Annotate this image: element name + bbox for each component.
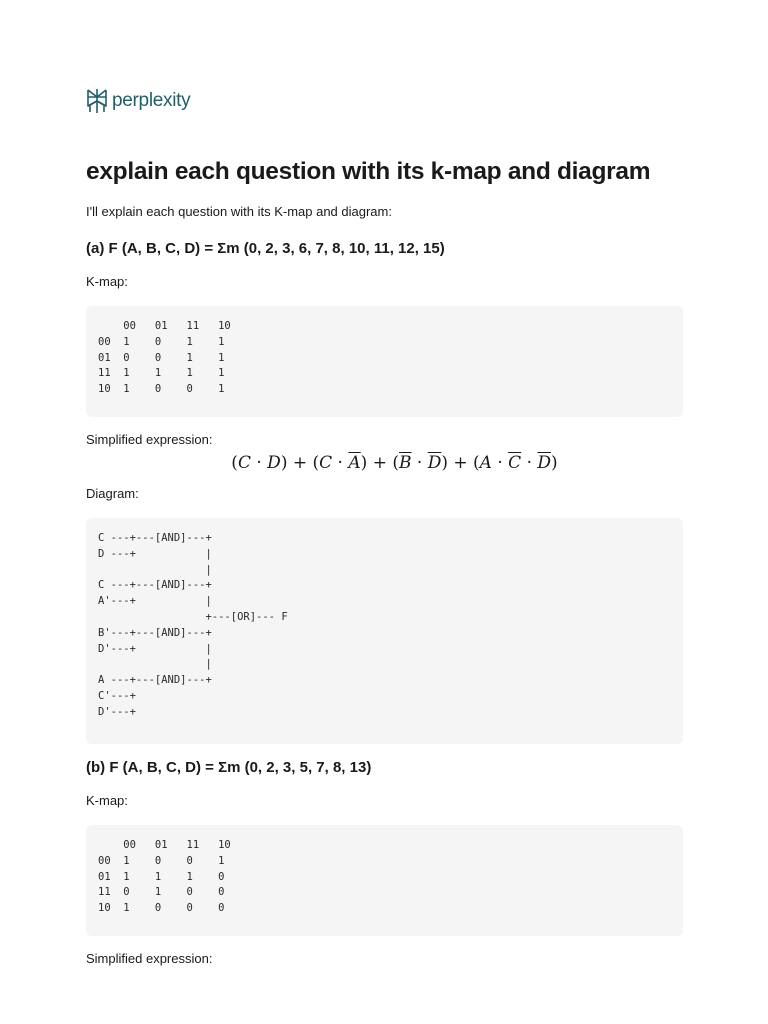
perplexity-logo-icon [86,88,108,114]
part-b-heading: (b) F (A, B, C, D) = Σm (0, 2, 3, 5, 7, 8, 13) [86,759,372,776]
intro-text: I'll explain each question with its K-map and diagram: [86,204,392,219]
part-a-simplified-label: Simplified expression: [86,432,213,447]
brand-name: perplexity [112,90,191,111]
part-a-diagram-label: Diagram: [86,486,139,501]
part-a-kmap-label: K-map: [86,274,128,289]
brand-logo[interactable] [86,88,190,114]
page-title: explain each question with its k-map and diagram [86,158,651,185]
answer-content [86,155,683,968]
part-b-kmap-label: K-map: [86,793,128,808]
part-a-heading: (a) F (A, B, C, D) = Σm (0, 2, 3, 6, 7, 8, 10, 11, 12, 15) [86,240,445,257]
part-b-simplified-label: Simplified expression: [86,951,213,966]
part-b-kmap-code-block[interactable]: 00 01 11 10 00 1 0 0 1 01 1 1 1 0 11 0 1 0 0 10 1 0 0 0 [86,825,683,936]
part-a-diagram-code-block[interactable]: C ---+---[AND]---+ D ---+ | | C ---+---[AND]---+ A'---+ | +---[OR]--- F B'---+---[AND]---+ D'---+ | | A ---+---[AND]---+ C'---+ D'---+ [86,518,683,744]
part-a-kmap-code-block[interactable]: 00 01 11 10 00 1 0 1 1 01 0 0 1 1 11 1 1 1 1 10 1 0 0 1 [86,306,683,417]
part-a-expression: $(C \cdot D) + (C \cdot \overline{A}) + (\overline{B} \cdot \overline{D}) + (A \cdot \overline{C} \cdot \overline{D})$ [231,453,558,473]
